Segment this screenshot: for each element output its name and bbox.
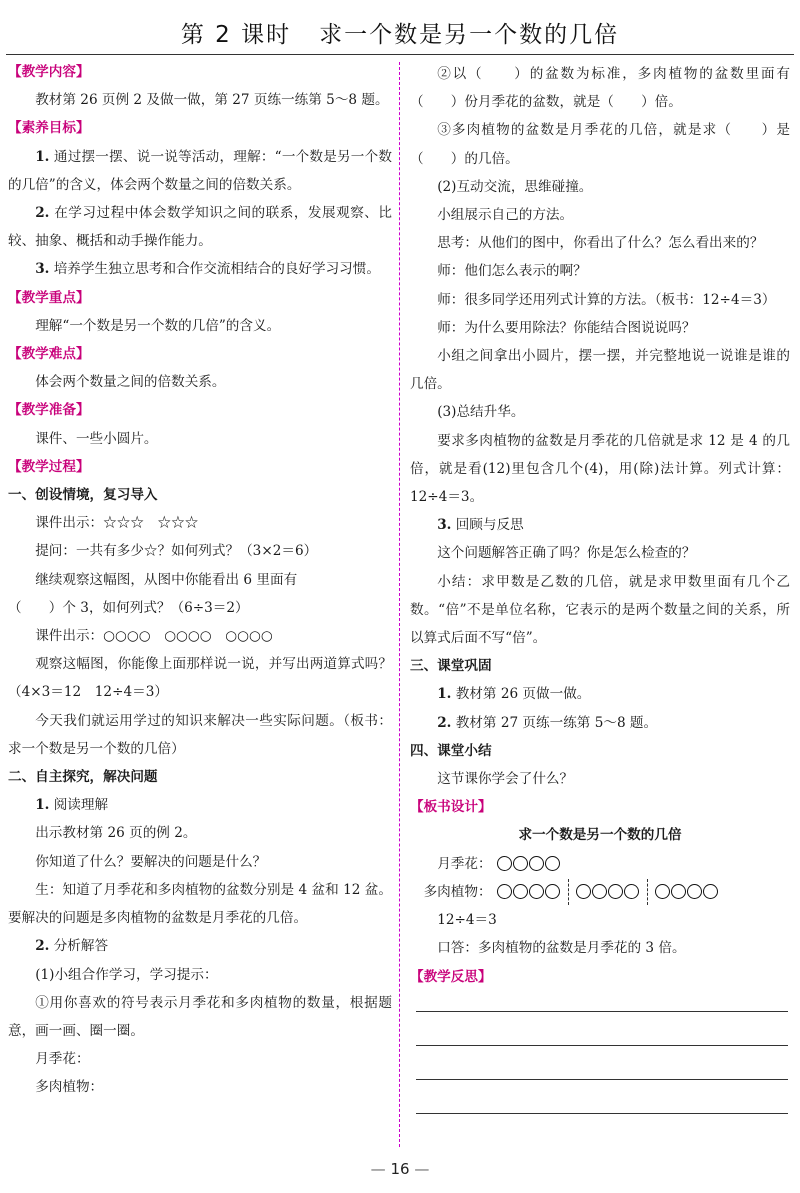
coop-text: (1)小组合作学习，学习提示：: [35, 966, 218, 983]
circle-icon: [671, 884, 686, 899]
circle-icon: [655, 884, 670, 899]
consolidate-2: 2. 教材第 27 页练一练第 5～8 题。: [437, 714, 658, 731]
goal-1: 1. 通过摆一摆、说一说等活动，理解：“一个数是另一个数的几倍”的含义，体会两个数量之间的倍数关系。: [8, 148, 392, 193]
observe-text: 观察这幅图，你能像上面那样说一说，并写出两道算式吗？（4×3＝12 12÷4＝3）: [8, 656, 392, 701]
circle-icon: [497, 856, 512, 871]
board-succulent-label: 多肉植物：: [423, 883, 492, 900]
section-3-heading: 三、课堂巩固: [410, 658, 492, 675]
section-4-heading: 四、课堂小结: [410, 742, 492, 759]
circle-icon: [624, 884, 639, 899]
teacher-1: 师：他们怎么表示的啊？: [437, 263, 587, 280]
question-2a: 继续观察这幅图，从图中你能看出 6 里面有: [35, 571, 298, 588]
board-equation: 12÷4＝3: [437, 912, 497, 929]
circle-icon: [687, 884, 702, 899]
content-text: 教材第 26 页例 2 及做一做，第 27 页练一练第 5～8 题。: [35, 92, 389, 109]
review-question: 这个问题解答正确了吗？你是怎么检查的？: [437, 545, 696, 562]
read-ask: 你知道了什么？要解决的问题是什么？: [35, 853, 267, 870]
teacher-3: 师：为什么要用除法？你能结合图说说吗？: [437, 319, 696, 336]
board-tag: 【板书设计】: [410, 799, 492, 816]
group-separator: [568, 879, 569, 905]
goal-3: 3. 培养学生独立思考和合作交流相结合的良好学习习惯。: [35, 261, 380, 278]
lesson-topic: 求一个数是另一个数的几倍: [319, 22, 620, 48]
succulent-group-3: [650, 884, 724, 899]
summary-text: 要求多肉植物的盆数是月季花的几倍就是求 12 是 4 的几倍，就是看(12)里包含几个(4)，用(除)法计算。列式计算：12÷4＝3。: [410, 432, 790, 506]
review-heading: 3. 回顾与反思: [437, 517, 524, 534]
wrap-question: 这节课你学会了什么？: [437, 771, 574, 788]
circle-icon: [545, 884, 560, 899]
circle-icon: [545, 856, 560, 871]
succulent-group-1: [492, 884, 566, 899]
section-1-heading: 一、创设情境，复习导入: [8, 487, 158, 504]
difficulty-text: 体会两个数量之间的倍数关系。: [35, 374, 226, 391]
question-1: 提问：一共有多少☆？如何列式？（3×2＝6）: [35, 543, 318, 560]
star-display: 课件出示：☆☆☆ ☆☆☆: [35, 515, 199, 532]
board-title: 求一个数是另一个数的几倍: [518, 827, 682, 844]
reflect-tag: 【教学反思】: [410, 968, 492, 985]
circle-icon: [497, 884, 512, 899]
rose-circles: [492, 856, 566, 871]
read-heading: 1. 阅读理解: [35, 797, 109, 814]
step-1: ①用你喜欢的符号表示月季花和多肉植物的数量，根据题意，画一画、圈一圈。: [8, 994, 392, 1039]
summary-heading: (3)总结升华。: [437, 404, 525, 421]
column-divider: [399, 62, 400, 1147]
show-text: 小组展示自己的方法。: [437, 207, 574, 224]
right-column: [410, 60, 790, 1114]
page-number: 16: [390, 1160, 410, 1178]
board-rose-row: [410, 850, 790, 878]
left-column: [8, 58, 392, 1102]
interact-text: (2)互动交流，思维碰撞。: [437, 178, 593, 195]
read-show: 出示教材第 26 页的例 2。: [35, 825, 197, 842]
step-2: ②以（ ）的盆数为标准，多肉植物的盆数里面有（ ）份月季花的盆数，就是（ ）倍。: [410, 66, 790, 111]
key-tag: 【教学重点】: [8, 289, 90, 306]
reflection-line: [416, 1113, 788, 1114]
think-text: 思考：从他们的图中，你看出了什么？怎么看出来的？: [437, 235, 764, 252]
content-tag: 【教学内容】: [8, 64, 90, 80]
page-title: [0, 16, 800, 49]
section-2-heading: 二、自主探究，解决问题: [8, 769, 158, 786]
circle-icon: [529, 884, 544, 899]
process-tag: 【教学过程】: [8, 458, 90, 475]
prep-tag: 【教学准备】: [8, 402, 90, 419]
rose-label: 月季花：: [35, 1051, 90, 1068]
circle-icon: [608, 884, 623, 899]
prep-text: 课件、一些小圆片。: [35, 430, 158, 447]
page-footer: [0, 1160, 800, 1178]
read-answer: 生：知道了月季花和多肉植物的盆数分别是 4 盆和 12 盆。要解决的问题是多肉植物的盆数是月季花的几倍。: [8, 881, 392, 927]
goal-2: 2. 在学习过程中体会数学知识之间的联系，发展观察、比较、抽象、概括和动手操作能力。: [8, 205, 392, 250]
succulent-group-2: [571, 884, 645, 899]
circle-icon: [576, 884, 591, 899]
conclusion-text: 小结：求甲数是乙数的几倍，就是求甲数里面有几个乙数。“倍”不是单位名称，它表示的是两个数量之间的关系，所以算式后面不写“倍”。: [410, 573, 790, 647]
teacher-2: 师：很多同学还用列式计算的方法。（板书：12÷4＝3）: [437, 291, 776, 308]
step-3: ③多肉植物的盆数是月季花的几倍，就是求（ ）是（ ）的几倍。: [410, 122, 790, 167]
group-separator: [647, 879, 648, 905]
lesson-number: 第 2 课时: [180, 22, 292, 48]
title-rule: [6, 54, 794, 55]
circle-icon: [513, 856, 528, 871]
difficulty-tag: 【教学难点】: [8, 346, 90, 363]
goals-tag: 【素养目标】: [8, 120, 90, 137]
board-succulent-row: [410, 878, 790, 906]
key-text: 理解“一个数是另一个数的几倍”的含义。: [35, 317, 281, 334]
circle-icon: [529, 856, 544, 871]
footer-dash: —: [370, 1160, 386, 1178]
circle-icon: [513, 884, 528, 899]
consolidate-1: 1. 教材第 26 页做一做。: [437, 686, 591, 703]
circle-icon: [703, 884, 718, 899]
groups-text: 小组之间拿出小圆片，摆一摆，并完整地说一说谁是谁的几倍。: [410, 348, 790, 393]
succulent-label: 多肉植物：: [35, 1079, 104, 1096]
circle-display: 课件出示：○○○○ ○○○○ ○○○○: [35, 628, 273, 645]
question-2b: （ ）个 3，如何列式？（6÷3＝2）: [8, 599, 249, 616]
today-text: 今天我们就运用学过的知识来解决一些实际问题。（板书：求一个数是另一个数的几倍）: [8, 712, 392, 757]
circle-icon: [592, 884, 607, 899]
footer-dash: —: [414, 1160, 430, 1178]
analyze-heading: 2. 分析解答: [35, 938, 109, 955]
board-rose-label: 月季花：: [437, 855, 492, 872]
board-answer: 口答：多肉植物的盆数是月季花的 3 倍。: [437, 940, 686, 957]
